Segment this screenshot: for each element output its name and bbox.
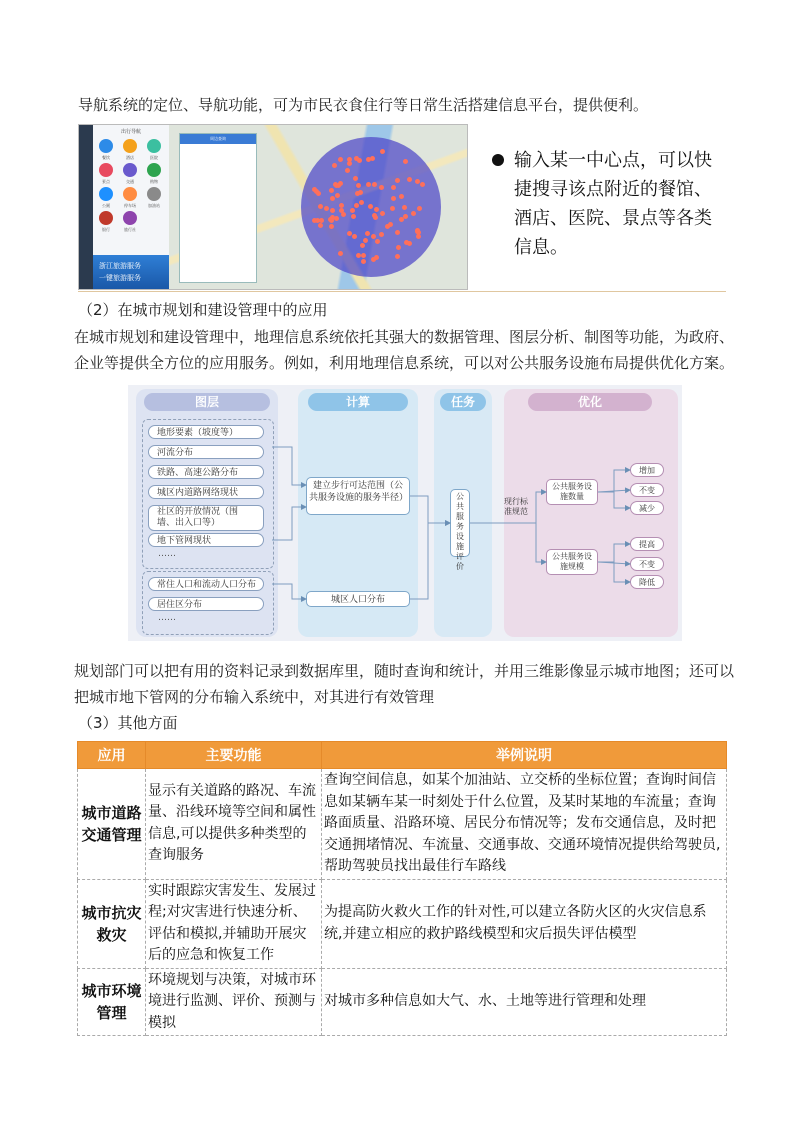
layers-header: 图层 <box>144 393 270 411</box>
category-gas-icon[interactable] <box>147 187 161 201</box>
category-label: 银行 <box>102 227 110 232</box>
table-row <box>78 879 727 968</box>
app-cell: 城市道路交通管理 <box>78 769 146 880</box>
facility-quantity-box: 公共服务设施数量 <box>546 479 598 505</box>
category-hospital-icon[interactable] <box>147 139 161 153</box>
result-unchanged: 不变 <box>630 483 664 497</box>
layer-item: 城区内道路网络现状 <box>148 485 264 499</box>
category-parking-icon[interactable] <box>123 187 137 201</box>
poi-marker[interactable] <box>350 208 355 213</box>
applications-table <box>77 741 727 1036</box>
table-header-row <box>78 742 727 769</box>
poi-marker[interactable] <box>353 176 358 181</box>
poi-marker[interactable] <box>329 188 334 193</box>
poi-marker[interactable] <box>391 196 396 201</box>
poi-marker[interactable] <box>335 193 340 198</box>
app-cell: 城市环境管理 <box>78 968 146 1036</box>
bullet-text: 输入某一中心点，可以快捷搜寻该点附近的餐馆、酒店、医院、景点等各类信息。 <box>514 150 712 258</box>
result-unchanged: 不变 <box>630 557 664 571</box>
poi-marker[interactable] <box>312 218 317 223</box>
result-raise: 提高 <box>630 537 664 551</box>
table-header-cell: 举例说明 <box>322 742 727 769</box>
poi-marker[interactable] <box>360 243 365 248</box>
nearby-search-dialog[interactable] <box>179 133 257 283</box>
facility-optimization-diagram <box>128 385 682 641</box>
task-header: 任务 <box>440 393 486 411</box>
poi-marker[interactable] <box>354 203 359 208</box>
layer-item: 河流分布 <box>148 445 264 459</box>
poi-marker[interactable] <box>355 191 360 196</box>
poi-marker[interactable] <box>363 238 368 243</box>
dialog-title: 周边查询 <box>180 134 256 144</box>
category-label: 购物 <box>150 179 158 184</box>
poi-marker[interactable] <box>375 239 380 244</box>
category-label: 公厕 <box>102 203 110 208</box>
criteria-label: 现行标准规范 <box>504 497 528 516</box>
poi-marker[interactable] <box>330 196 335 201</box>
function-cell: 显示有关道路的路况、车流量、沿线环境等空间和属性信息,可以提供多种类型的查询服务 <box>146 769 322 880</box>
navigation-panel <box>93 125 169 289</box>
layer-item: 居住区分布 <box>148 597 264 611</box>
table-header-cell: 主要功能 <box>146 742 322 769</box>
category-agency-icon[interactable] <box>123 211 137 225</box>
table-row <box>78 968 727 1036</box>
walk-range-box: 建立步行可达范围（公共服务设施的服务半径） <box>306 477 410 515</box>
bullet-icon <box>492 154 504 166</box>
divider <box>78 291 726 292</box>
section2-heading: （2）在城市规划和建设管理中的应用 <box>78 301 328 319</box>
poi-marker[interactable] <box>357 158 362 163</box>
poi-marker[interactable] <box>330 208 335 213</box>
category-restaurant-icon[interactable] <box>99 139 113 153</box>
poi-marker[interactable] <box>379 232 384 237</box>
poi-marker[interactable] <box>395 254 400 259</box>
poi-marker[interactable] <box>399 217 404 222</box>
poi-marker[interactable] <box>395 178 400 183</box>
poi-marker[interactable] <box>402 205 407 210</box>
promo-banner[interactable] <box>93 255 169 289</box>
promo-line2: 一键旅游服务 <box>99 274 141 282</box>
poi-marker[interactable] <box>351 214 356 219</box>
facility-evaluation-box: 公共服务设施评价 <box>450 489 470 557</box>
intro-paragraph: 导航系统的定位、导航功能，可为市民衣食住行等日常生活搭建信息平台，提供便利。 <box>78 96 649 114</box>
table-header-cell: 应用 <box>78 742 146 769</box>
function-cell: 环境规划与决策，对城市环境进行监测、评价、预测与模拟 <box>146 968 322 1036</box>
result-lower: 降低 <box>630 575 664 589</box>
layer-item: 社区的开放情况（围墙、出入口等） <box>148 505 264 531</box>
population-box: 城区人口分布 <box>306 591 410 607</box>
app-cell: 城市抗灾救灾 <box>78 879 146 968</box>
navigation-app-screenshot <box>78 124 468 290</box>
poi-marker[interactable] <box>341 212 346 217</box>
poi-marker[interactable] <box>356 183 361 188</box>
poi-marker[interactable] <box>403 159 408 164</box>
category-transport-icon[interactable] <box>123 163 137 177</box>
table-row <box>78 769 727 880</box>
poi-marker[interactable] <box>347 231 352 236</box>
category-label: 医院 <box>150 155 158 160</box>
layer-item: 铁路、高速公路分布 <box>148 465 264 479</box>
poi-marker[interactable] <box>385 224 390 229</box>
poi-marker[interactable] <box>318 204 323 209</box>
category-bank-icon[interactable] <box>99 211 113 225</box>
search-radius-circle <box>301 137 441 277</box>
poi-marker[interactable] <box>312 187 317 192</box>
category-label: 景点 <box>102 179 110 184</box>
app-left-toolbar <box>79 125 93 289</box>
poi-marker[interactable] <box>324 206 329 211</box>
function-cell: 实时跟踪灾害发生、发展过程;对灾害进行快速分析、评估和模拟,并辅助开展灾后的应急和恢复工作 <box>146 879 322 968</box>
poi-marker[interactable] <box>338 157 343 162</box>
layer-item-more: …… <box>158 549 176 559</box>
layer-item: 地下管网现状 <box>148 533 264 547</box>
poi-marker[interactable] <box>399 194 404 199</box>
poi-marker[interactable] <box>361 259 366 264</box>
compute-header: 计算 <box>308 393 408 411</box>
poi-marker[interactable] <box>411 211 416 216</box>
poi-marker[interactable] <box>420 182 425 187</box>
poi-marker[interactable] <box>338 251 343 256</box>
poi-marker[interactable] <box>416 234 421 239</box>
category-scenic-icon[interactable] <box>99 163 113 177</box>
section2-after-paragraph: 规划部门可以把有用的资料记录到数据库里，随时查询和统计，并用三维影像显示城市地图；还可以把城市地下管网的分布输入系统中，对其进行有效管理 <box>74 662 735 706</box>
promo-line1: 浙江旅游服务 <box>99 262 141 270</box>
poi-marker[interactable] <box>390 206 395 211</box>
category-shopping-icon[interactable] <box>147 163 161 177</box>
poi-marker[interactable] <box>319 218 324 223</box>
category-toilet-icon[interactable] <box>99 187 113 201</box>
layer-item: 常住人口和流动人口分布 <box>148 577 264 591</box>
poi-marker[interactable] <box>396 245 401 250</box>
example-cell: 对城市多种信息如大气、水、土地等进行管理和处理 <box>322 968 727 1036</box>
poi-marker[interactable] <box>361 253 366 258</box>
navigation-panel-title: 出行导航 <box>120 129 141 135</box>
poi-marker[interactable] <box>379 185 384 190</box>
poi-marker[interactable] <box>334 216 339 221</box>
poi-marker[interactable] <box>332 163 337 168</box>
optimize-header: 优化 <box>528 393 652 411</box>
layer-item: 地形要素（坡度等） <box>148 425 264 439</box>
category-label: 停车场 <box>124 203 136 208</box>
poi-marker[interactable] <box>380 149 385 154</box>
poi-marker[interactable] <box>345 168 350 173</box>
poi-marker[interactable] <box>366 157 371 162</box>
poi-marker[interactable] <box>352 234 357 239</box>
poi-marker[interactable] <box>329 224 334 229</box>
result-decrease: 减少 <box>630 501 664 515</box>
category-label: 加油站 <box>148 203 160 208</box>
example-cell: 为提高防火救火工作的针对性,可以建立各防火区的火灾信息系统,并建立相应的救护路线模型和灾后损失评估模型 <box>322 879 727 968</box>
poi-marker[interactable] <box>380 211 385 216</box>
section3-heading: （3）其他方面 <box>78 714 178 732</box>
poi-marker[interactable] <box>359 200 364 205</box>
poi-marker[interactable] <box>365 231 370 236</box>
section2-paragraph: 在城市规划和建设管理中，地理信息系统依托其强大的数据管理、图层分析、制图等功能，为政府、企业等提供全方位的应用服务。例如，利用地理信息系统，可以对公共服务设施布局提供优化方案。 <box>74 328 735 372</box>
poi-marker[interactable] <box>368 204 373 209</box>
category-label: 交通 <box>126 179 134 184</box>
poi-marker[interactable] <box>407 177 412 182</box>
poi-marker[interactable] <box>366 182 371 187</box>
poi-marker[interactable] <box>374 255 379 260</box>
layer-item-more: …… <box>158 613 176 623</box>
facility-scale-box: 公共服务设施规模 <box>546 549 598 575</box>
poi-marker[interactable] <box>318 223 323 228</box>
poi-marker[interactable] <box>374 207 379 212</box>
poi-marker[interactable] <box>391 185 396 190</box>
diagram-connectors <box>128 385 682 641</box>
category-label: 餐饮 <box>102 155 110 160</box>
category-label: 酒店 <box>126 155 134 160</box>
poi-marker[interactable] <box>395 230 400 235</box>
category-label: 旅行社 <box>124 227 136 232</box>
example-cell: 查询空间信息，如某个加油站、立交桥的坐标位置；查询时间信息如某辆车某一时刻处于什么位置，及某时某地的车流量；查询路面质量、沿路环境、居民分布情况等；发布交通信息，及时把交通拥堵情况、车流量、交通事故、交通环境情况提供给驾驶员,帮助驾驶员找出最佳行车路线 <box>322 769 727 880</box>
poi-marker[interactable] <box>407 241 412 246</box>
category-hotel-icon[interactable] <box>123 139 137 153</box>
poi-marker[interactable] <box>372 182 377 187</box>
result-increase: 增加 <box>630 463 664 477</box>
poi-marker[interactable] <box>417 206 422 211</box>
